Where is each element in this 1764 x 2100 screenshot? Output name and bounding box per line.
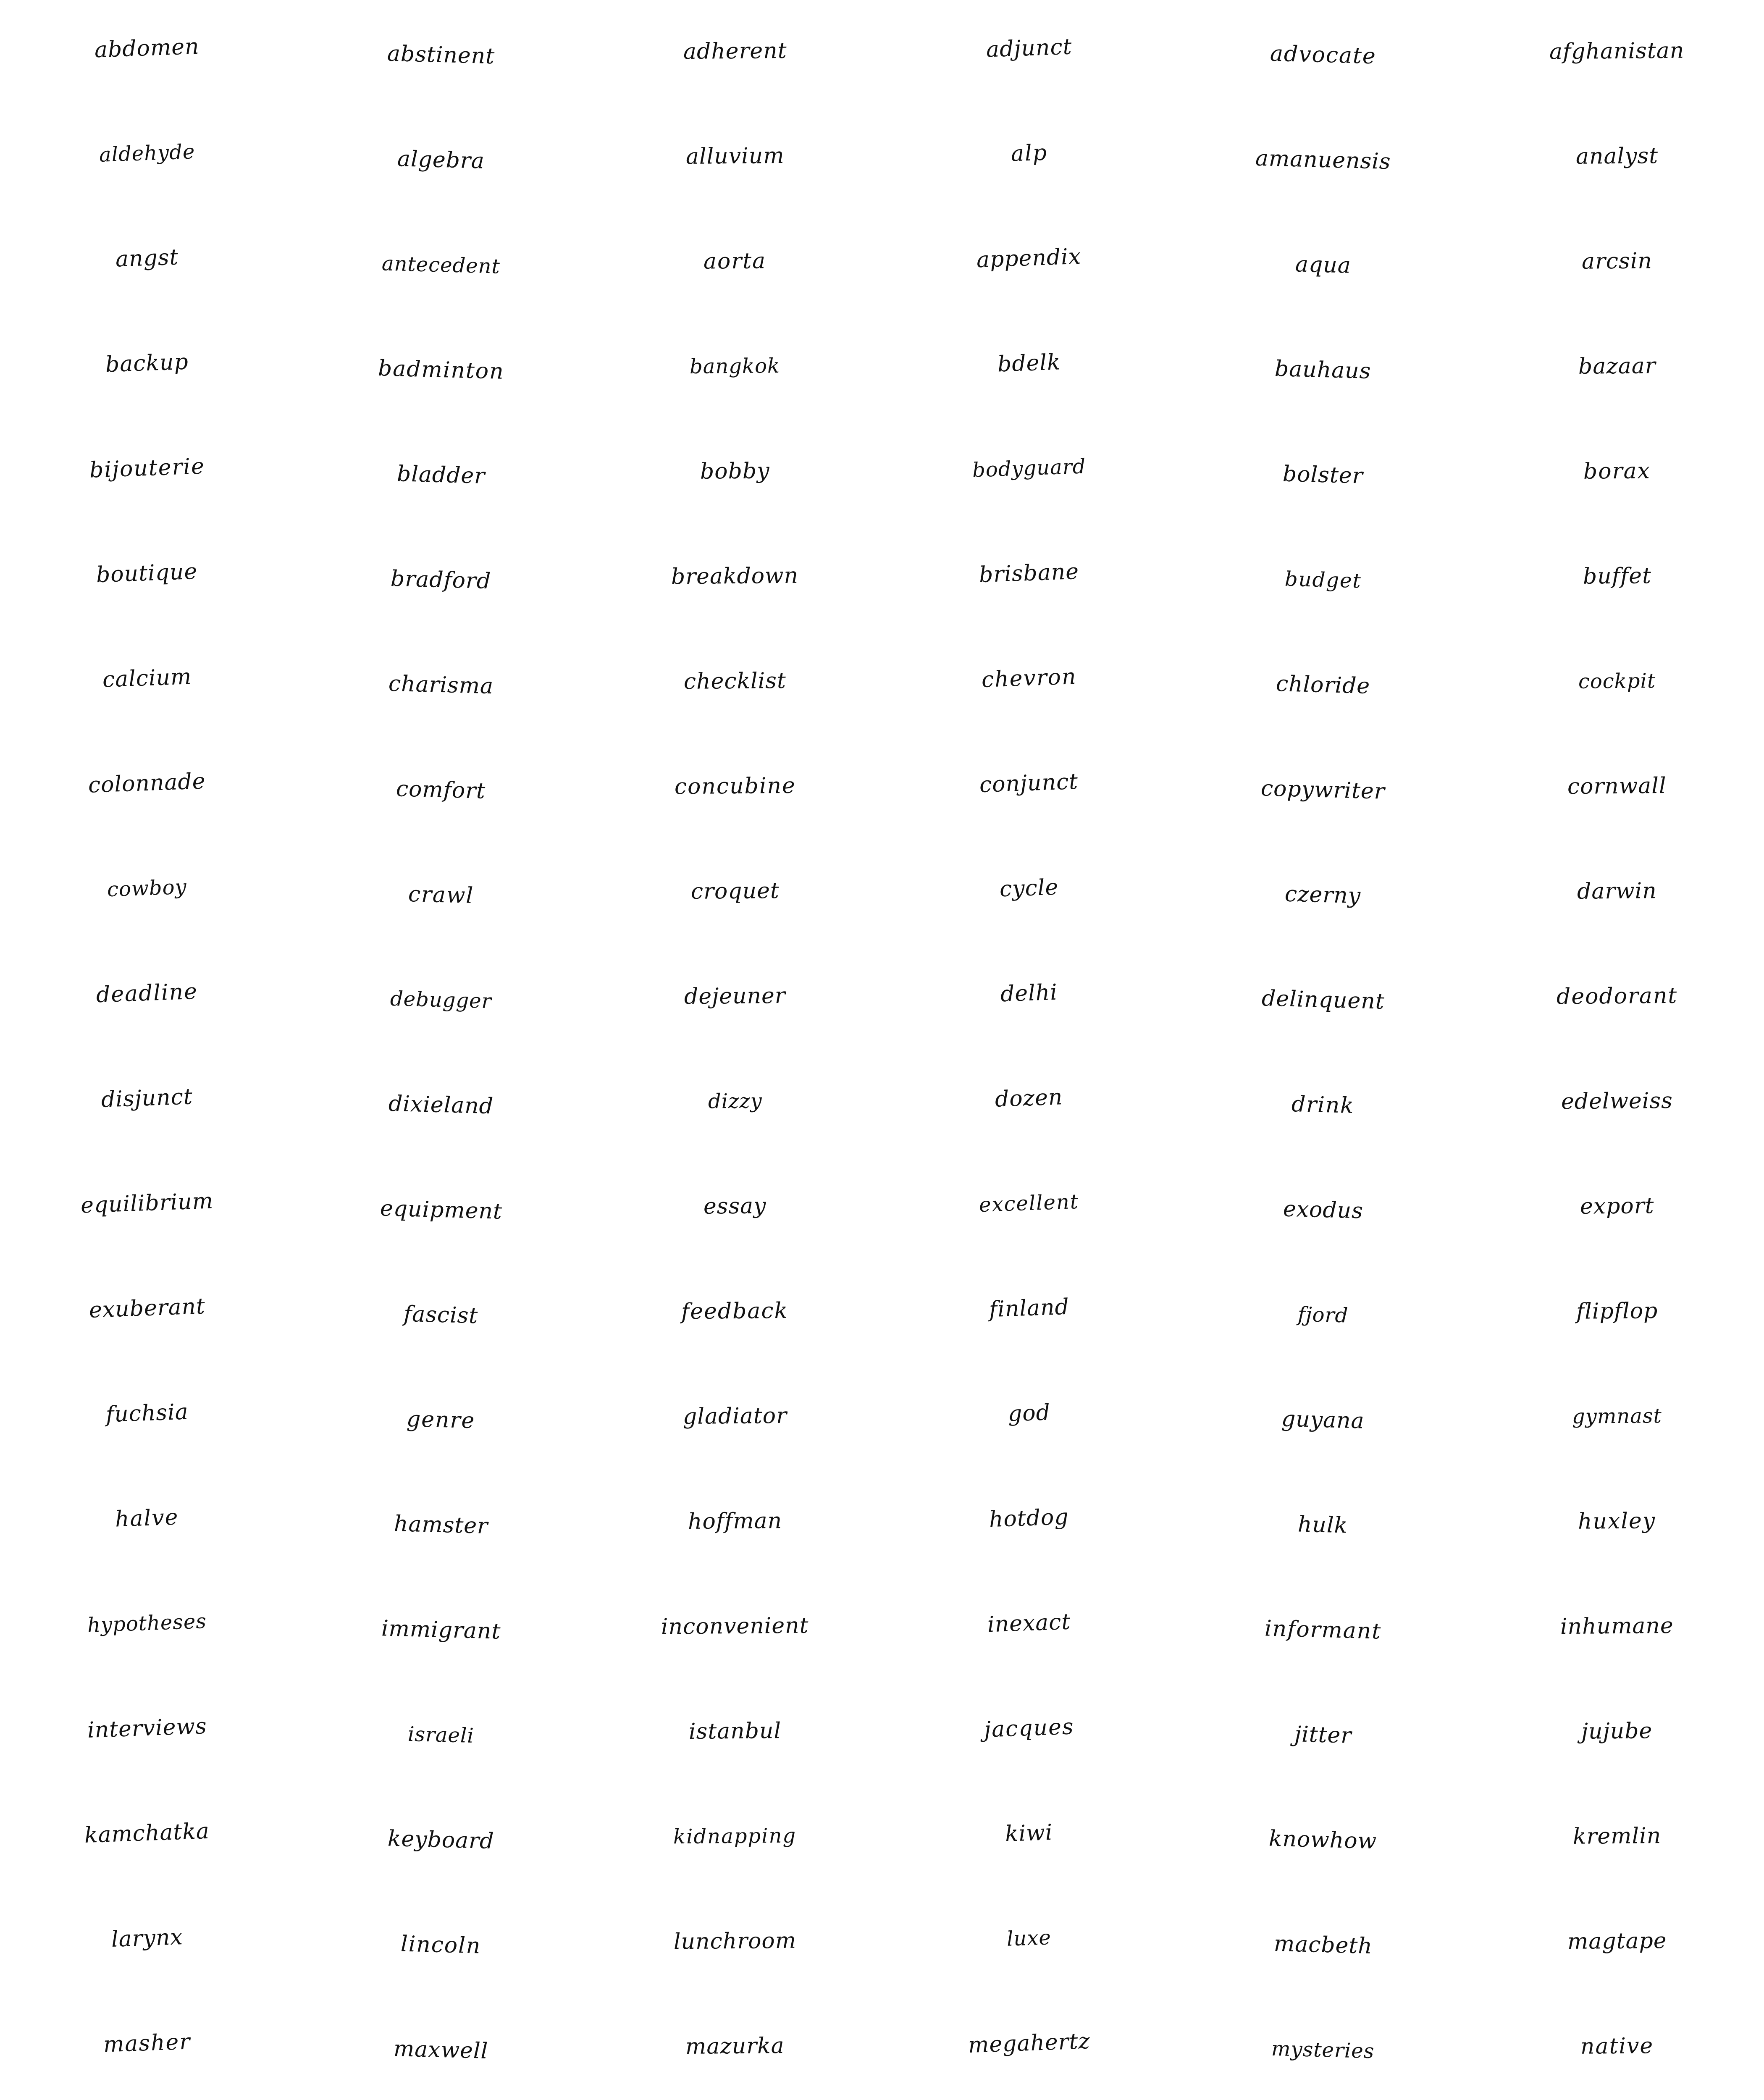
handwritten-word: abstinent (387, 41, 495, 69)
handwritten-word: alluvium (685, 143, 785, 170)
handwritten-word: comfort (396, 776, 486, 804)
handwritten-word: chevron (981, 664, 1077, 693)
handwritten-word: mysteries (1271, 2037, 1375, 2063)
word-cell (294, 1785, 588, 1890)
word-cell (882, 630, 1176, 735)
handwritten-word: inhumane (1560, 1613, 1674, 1640)
word-cell (294, 1470, 588, 1575)
handwritten-word: chloride (1276, 671, 1370, 699)
word-cell (1176, 1575, 1470, 1680)
word-cell (882, 210, 1176, 315)
handwritten-word: mazurka (685, 2033, 785, 2060)
word-cell (294, 1050, 588, 1155)
word-cell (588, 420, 882, 525)
word-cell (588, 1890, 882, 1995)
handwritten-word: deodorant (1556, 983, 1678, 1010)
word-cell (294, 1155, 588, 1260)
handwritten-word: fascist (403, 1301, 479, 1329)
word-cell (588, 840, 882, 945)
handwritten-word: afghanistan (1549, 38, 1685, 65)
handwritten-word: hamster (394, 1511, 488, 1539)
word-cell (1470, 945, 1764, 1050)
word-cell (1176, 420, 1470, 525)
word-cell (882, 945, 1176, 1050)
word-cell (294, 735, 588, 840)
word-cell (1470, 1680, 1764, 1785)
word-cell (882, 1785, 1176, 1890)
word-cell (294, 105, 588, 210)
word-cell (294, 1365, 588, 1470)
word-cell (1470, 1260, 1764, 1365)
word-cell (1176, 315, 1470, 420)
word-cell (0, 630, 294, 735)
handwritten-word: excellent (979, 1189, 1079, 1217)
word-cell (1470, 315, 1764, 420)
handwritten-word: flipflop (1576, 1298, 1658, 1324)
word-cell (0, 0, 294, 105)
handwritten-word: gladiator (682, 1403, 788, 1430)
word-cell (294, 420, 588, 525)
word-cell (294, 1890, 588, 1995)
handwritten-word: inexact (987, 1609, 1071, 1638)
handwritten-word: crawl (408, 881, 474, 909)
handwritten-word: bobby (700, 458, 770, 484)
handwritten-word: antecedent (381, 252, 501, 278)
word-cell (588, 1785, 882, 1890)
word-cell (882, 840, 1176, 945)
word-cell (1176, 945, 1470, 1050)
handwritten-word: conjunct (979, 769, 1079, 798)
word-cell (882, 1680, 1176, 1785)
handwritten-word: bauhaus (1274, 356, 1372, 384)
handwritten-word: cockpit (1578, 669, 1656, 693)
handwritten-word: debugger (390, 987, 492, 1013)
word-cell (1470, 1785, 1764, 1890)
handwritten-word: kidnapping (673, 1824, 797, 1849)
handwritten-word: export (1580, 1193, 1654, 1219)
handwritten-word: concubine (674, 773, 796, 800)
handwritten-word: halve (115, 1504, 179, 1532)
word-cell (0, 945, 294, 1050)
handwritten-word: algebra (397, 146, 485, 174)
word-cell (294, 1260, 588, 1365)
handwritten-word: delinquent (1261, 986, 1385, 1014)
word-cell (882, 1470, 1176, 1575)
handwritten-word: cornwall (1567, 773, 1667, 800)
word-cell (882, 0, 1176, 105)
handwritten-word: hotdog (989, 1504, 1069, 1533)
word-cell (588, 1995, 882, 2100)
word-cell (1176, 735, 1470, 840)
word-cell (1470, 1470, 1764, 1575)
word-cell (1176, 105, 1470, 210)
handwritten-word: boutique (96, 559, 198, 588)
word-cell (1470, 1995, 1764, 2100)
handwritten-word: bijouterie (89, 454, 205, 483)
word-cell (0, 1365, 294, 1470)
word-cell (0, 1470, 294, 1575)
handwritten-word: calcium (102, 664, 192, 693)
handwritten-word: maxwell (393, 2036, 489, 2064)
handwritten-word: native (1580, 2033, 1654, 2059)
word-cell (882, 1575, 1176, 1680)
handwritten-word: fuchsia (105, 1399, 189, 1428)
handwritten-word: feedback (681, 1298, 789, 1325)
handwritten-word: jitter (1294, 1722, 1352, 1748)
handwritten-word: hypotheses (87, 1609, 207, 1637)
word-cell (882, 1155, 1176, 1260)
word-cell (1470, 1050, 1764, 1155)
handwritten-word: abdomen (94, 34, 200, 63)
word-cell (294, 210, 588, 315)
handwritten-word: croquet (690, 878, 780, 904)
handwritten-word: hoffman (688, 1508, 782, 1534)
handwritten-word: breakdown (671, 563, 799, 590)
word-cell (588, 1050, 882, 1155)
word-cell (0, 1260, 294, 1365)
word-cell (882, 420, 1176, 525)
word-cell (588, 210, 882, 315)
word-cell (1176, 0, 1470, 105)
word-cell (294, 525, 588, 630)
word-cell (1176, 630, 1470, 735)
word-cell (1176, 1470, 1470, 1575)
handwritten-word: bdelk (997, 349, 1061, 377)
handwritten-word: exodus (1282, 1196, 1364, 1224)
word-cell (0, 1155, 294, 1260)
word-cell (1176, 840, 1470, 945)
word-cell (882, 735, 1176, 840)
word-cell (588, 945, 882, 1050)
word-cell (1470, 0, 1764, 105)
handwritten-word: bazaar (1578, 353, 1656, 379)
handwritten-word: jacques (983, 1714, 1075, 1743)
word-cell (1470, 840, 1764, 945)
word-cell (1470, 525, 1764, 630)
handwritten-word: equilibrium (80, 1188, 214, 1218)
handwritten-word: backup (105, 349, 189, 378)
word-cell (588, 1155, 882, 1260)
handwritten-word: luxe (1006, 1926, 1052, 1951)
word-cell (0, 1785, 294, 1890)
word-cell (882, 1890, 1176, 1995)
word-cell (588, 105, 882, 210)
handwritten-word: angst (115, 244, 179, 272)
handwritten-word: kremlin (1572, 1823, 1662, 1849)
word-cell (294, 1680, 588, 1785)
handwritten-word: huxley (1578, 1508, 1656, 1534)
word-cell (0, 210, 294, 315)
word-cell (588, 315, 882, 420)
handwritten-word: analyst (1575, 143, 1659, 169)
word-cell (1470, 630, 1764, 735)
handwritten-word: genre (406, 1406, 476, 1434)
handwritten-word: bladder (396, 461, 486, 489)
handwritten-word: bangkok (690, 354, 780, 378)
word-cell (882, 1365, 1176, 1470)
word-cell (1176, 1890, 1470, 1995)
word-cell (588, 735, 882, 840)
word-cell (1176, 1785, 1470, 1890)
word-cell (0, 420, 294, 525)
handwritten-word: colonnade (88, 769, 206, 798)
handwritten-word: inconvenient (661, 1613, 809, 1640)
handwritten-word: advocate (1269, 41, 1377, 69)
handwritten-word: appendix (976, 244, 1082, 273)
handwritten-word: borax (1583, 458, 1651, 484)
handwritten-word: charisma (388, 671, 494, 699)
word-cell (882, 525, 1176, 630)
word-cell (588, 1260, 882, 1365)
handwritten-word: copywriter (1260, 776, 1386, 804)
word-cell (588, 1680, 882, 1785)
word-cell (1176, 1155, 1470, 1260)
handwritten-word: immigrant (381, 1616, 501, 1644)
word-cell (1176, 1680, 1470, 1785)
word-cell (588, 1575, 882, 1680)
handwritten-word: informant (1264, 1616, 1382, 1644)
handwritten-word: masher (102, 2029, 192, 2058)
word-cell (0, 1050, 294, 1155)
handwritten-word: amanuensis (1255, 145, 1391, 175)
handwritten-word: kamchatka (84, 1818, 210, 1848)
word-cell (294, 630, 588, 735)
word-cell (294, 840, 588, 945)
handwritten-word: edelweiss (1561, 1088, 1673, 1115)
handwritten-word: bradford (390, 566, 492, 594)
word-cell (0, 315, 294, 420)
word-cell (1470, 105, 1764, 210)
handwritten-word: knowhow (1268, 1826, 1378, 1854)
handwritten-word: megahertz (967, 2028, 1091, 2058)
handwritten-word: keyboard (387, 1826, 495, 1854)
word-cell (882, 1995, 1176, 2100)
handwritten-word: dozen (995, 1084, 1063, 1112)
word-cell (1470, 735, 1764, 840)
handwritten-word: hulk (1297, 1512, 1349, 1538)
word-cell (0, 105, 294, 210)
handwritten-word: finland (988, 1294, 1070, 1323)
word-cell (294, 1995, 588, 2100)
word-cell (0, 1995, 294, 2100)
word-cell (882, 1260, 1176, 1365)
handwritten-word: disjunct (101, 1084, 193, 1113)
word-cell (1176, 1995, 1470, 2100)
handwritten-word: lincoln (400, 1931, 482, 1959)
word-cell (294, 945, 588, 1050)
word-cell (1176, 1260, 1470, 1365)
word-cell (1470, 210, 1764, 315)
word-cell (1176, 210, 1470, 315)
word-cell (588, 0, 882, 105)
word-cell (588, 630, 882, 735)
handwritten-word: drink (1291, 1092, 1355, 1118)
handwritten-word: dixieland (388, 1091, 494, 1119)
handwritten-word: essay (703, 1193, 767, 1219)
handwritten-word: adherent (683, 38, 787, 65)
handwritten-word: larynx (110, 1924, 184, 1952)
handwritten-word: budget (1284, 567, 1362, 593)
handwritten-word: alp (1010, 140, 1048, 167)
handwritten-word: arcsin (1581, 248, 1653, 274)
word-cell (1470, 1365, 1764, 1470)
handwritten-word: darwin (1577, 878, 1657, 904)
word-cell (0, 1890, 294, 1995)
handwritten-word: israeli (407, 1722, 475, 1748)
handwritten-word: fjord (1297, 1302, 1349, 1328)
handwritten-word: istanbul (688, 1718, 782, 1744)
handwritten-word: dizzy (708, 1089, 762, 1113)
handwritten-word: czerny (1284, 881, 1362, 909)
word-cell (294, 315, 588, 420)
word-cell (588, 525, 882, 630)
handwritten-word: macbeth (1273, 1931, 1373, 1959)
handwritten-word: kiwi (1005, 1820, 1053, 1847)
handwritten-word: god (1007, 1400, 1051, 1427)
handwritten-word: dejeuner (684, 983, 786, 1010)
word-cell (0, 1575, 294, 1680)
word-cell (0, 735, 294, 840)
handwritten-word: badminton (377, 356, 505, 384)
word-cell (294, 1575, 588, 1680)
handwritten-word: magtape (1567, 1928, 1667, 1955)
word-cell (588, 1470, 882, 1575)
handwritten-word: exuberant (88, 1294, 206, 1323)
handwritten-word: buffet (1583, 563, 1651, 589)
handwritten-word: interviews (87, 1714, 207, 1743)
handwritten-word: jujube (1581, 1718, 1653, 1744)
word-cell (882, 315, 1176, 420)
word-cell (1176, 1050, 1470, 1155)
handwritten-word: bolster (1282, 461, 1364, 489)
handwritten-word: checklist (683, 668, 787, 695)
word-cell (882, 105, 1176, 210)
word-cell (1176, 1365, 1470, 1470)
word-cell (0, 840, 294, 945)
handwritten-word: adjunct (985, 34, 1073, 63)
handwritten-word: bodyguard (971, 454, 1087, 482)
word-cell (1470, 420, 1764, 525)
word-cell (0, 1680, 294, 1785)
handwritten-word: guyana (1281, 1406, 1365, 1434)
word-cell (1470, 1575, 1764, 1680)
word-cell (588, 1365, 882, 1470)
word-cell (1470, 1155, 1764, 1260)
handwritten-word: equipment (379, 1196, 503, 1224)
handwritten-word: gymnast (1572, 1404, 1662, 1428)
handwritten-word: aldehyde (98, 140, 196, 167)
word-cell (1470, 1890, 1764, 1995)
handwritten-word: aqua (1294, 252, 1352, 278)
word-cell (1176, 525, 1470, 630)
handwritten-word: deadline (96, 979, 198, 1008)
handwritten-word: lunchroom (673, 1928, 797, 1955)
handwritten-word: brisbane (979, 559, 1079, 588)
word-cell (294, 0, 588, 105)
handwritten-word: aorta (704, 248, 766, 274)
word-cell (0, 525, 294, 630)
handwritten-word: delhi (1000, 979, 1058, 1007)
word-cell (882, 1050, 1176, 1155)
handwritten-word: cycle (999, 874, 1059, 902)
handwritten-word: cowboy (107, 875, 187, 902)
